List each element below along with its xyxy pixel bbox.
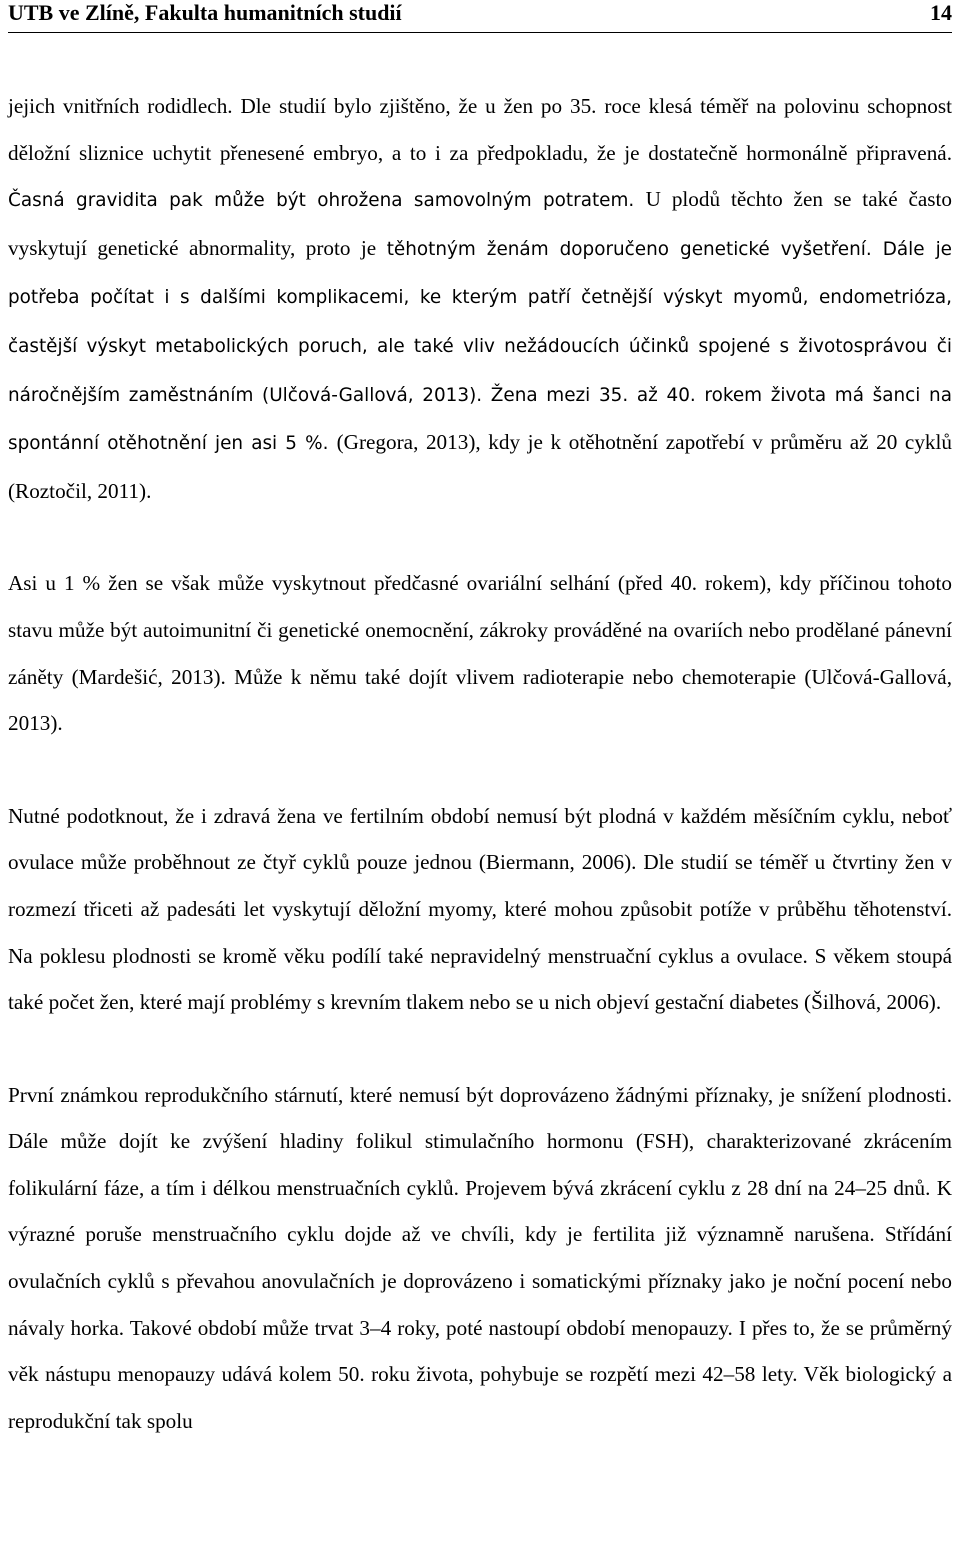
text-segment: jejich vnitřních rodidlech. Dle studií bylo zjištěno, že u žen po 35. roce klesá téměř na polovinu schopnost děložní sliznice uchytit přenesené embryo, a to i za předpokladu, že je dostatečně hormonálně připravená. [8,94,952,165]
paragraph-spacer [8,514,952,560]
header-title: UTB ve Zlíně, Fakulta humanitních studií [8,0,402,25]
paragraph-spacer [8,1026,952,1072]
paragraph-4 [8,1072,952,1445]
text-segment: Asi u 1 % žen se však může vyskytnout předčasné ovariální selhání (před 40. rokem), kdy příčinou tohoto stavu může být autoimunitní či genetické onemocnění, zákroky prováděné na ovariích nebo prodělané pánevní záněty (Mardešić, 2013). Může k němu také dojít vlivem radioterapie nebo chemoterapie (Ulčová-Gallová, 2013). [8,571,952,736]
page-content [8,0,952,1444]
paragraph-spacer [8,747,952,793]
page-number: 14 [930,0,952,25]
paragraph-1 [8,83,952,514]
header-divider [8,32,952,33]
paragraph-3 [8,793,952,1026]
paragraph-2 [8,560,952,746]
text-segment: První známkou reprodukčního stárnutí, které nemusí být doprovázeno žádnými příznaky, je snížení plodnosti. Dále může dojít ke zvýšení hladiny folikul stimulačního hormonu (FSH), charakterizované zkrácením folikulární fáze, a tím i délkou menstruačních cyklů. Projevem bývá zkrácení cyklu z 28 dní na 24–25 dnů. K výrazné poruše menstruačního cyklu dojde až ve chvíli, kdy je fertilita již významně narušena. Střídání ovulačních cyklů s převahou anovulačních je doprovázeno i somatickými příznaky jako je noční pocení nebo návaly horka. Takové období může trvat 3–4 roky, poté nastoupí období menopauzy. I přes to, že se průměrný věk nástupu menopauzy udává kolem 50. roku života, pohybuje se rozpětí mezi 42–58 lety. Věk biologický a reprodukční tak spolu [8,1082,952,1433]
text-segment: (Gregora, 2013), kdy je k otěhotnění zapotřebí v průměru až 20 cyklů (Roztočil, 2011). [8,430,952,503]
text-segment: U plodů těchto žen se také často vyskytují genetické abnormality, proto je [8,187,952,260]
text-segment: Nutné podotknout, že i zdravá žena ve fertilním období nemusí být plodná v každém měsíčním cyklu, neboť ovulace může proběhnout ze čtyř cyklů pouze jednou (Biermann, 2006). Dle studií se téměř u čtvrtiny žen v rozmezí třiceti až padesáti let vyskytují děložní myomy, které mohou způsobit potíže v průběhu těhotenství. Na poklesu plodnosti se kromě věku podílí také nepravidelný menstruační cyklus a ovulace. S věkem stoupá také počet žen, které mají problémy s krevním tlakem nebo se u nich objeví gestační diabetes (Šilhová, 2006). [8,803,952,1015]
text-segment: těhotným ženám doporučeno genetické vyšetření. Dále je potřeba počítat i s dalšími komplikacemi, ke kterým patří četnější výskyt myomů, endometrióza, častější výskyt metabolických poruch, ale také vliv nežádoucích účinků spojené s životosprávou či náročnějším zaměstnáním (Ulčová-Gallová, 2013). Žena mezi 35. až 40. rokem života má šanci na spontánní otěhotnění jen asi 5 %. [8,238,953,455]
running-header [8,0,952,26]
text-segment: Časná gravidita pak může být ohrožena samovolným potratem. [8,190,646,212]
